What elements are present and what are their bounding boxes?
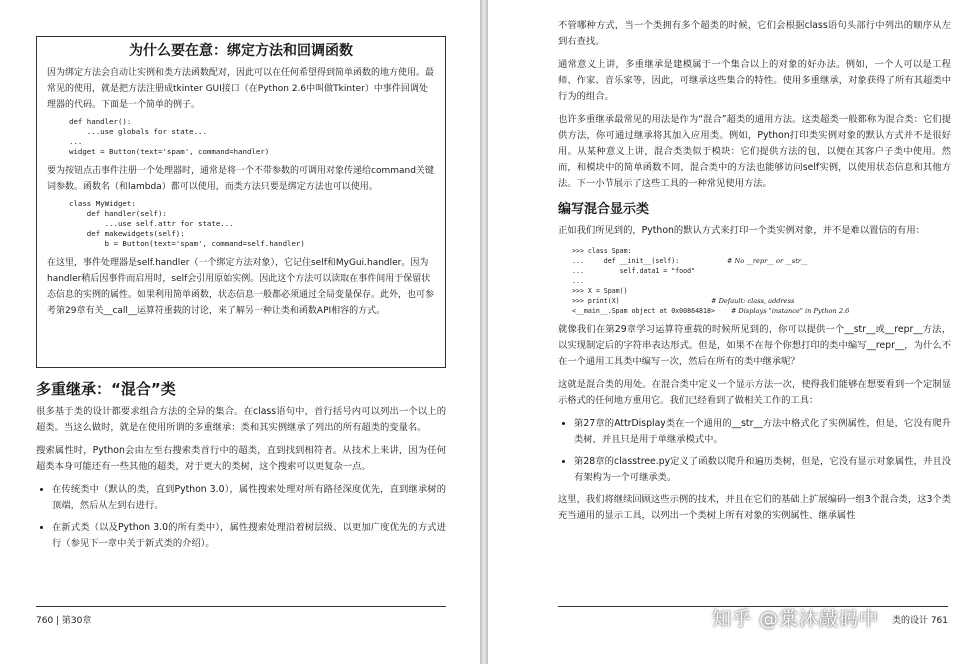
right-paragraph-5: 就像我们在第29章学习运算符重载的时候所见到的，你可以提供一个__str__或__repr__方法，以实现制定后的字符串表达形式。但是，如果不在每个你想打印的类中编写__repr__，为什么不在一个通用工具类中编写一次，然后在所有的类中继承呢？	[558, 324, 951, 367]
right-paragraph-4: 正如我们所见到的，Python的默认方式来打印一个类实例对象，并不是难以置信的有用：	[558, 225, 925, 236]
code-line: ... self.data1 = "food"	[572, 267, 696, 275]
sidebar-code-2: class MyWidget: def handler(self): ...use self.attr for state... def makewidgets(self): b = Button(text='spam', command=self.handler)	[69, 199, 305, 248]
code-line: >>> class Spam:	[572, 247, 632, 255]
sidebar-box	[36, 36, 446, 368]
code-line: >>> print(X)	[572, 297, 620, 305]
sidebar-paragraph-3: 在这里，事件处理器是self.handler（一个绑定方法对象），它记住self和MyGui.handler。因为handler稍后因事件而启用时，self会引用原始实例。因此这个方法可以读取在事件间用于保留状态信息的实例的属性。如果利用简单函数，状态信息一般都必须通过全局变量保存。此外，也可参考第29章有关__call__运算符重载的讨论，来了解另一种让类和函数API相容的方式。	[47, 258, 435, 316]
right-paragraph-2: 通常意义上讲，多重继承是建模属于一个集合以上的对象的好办法。例如，一个人可以是工程师、作家、音乐家等，因此，可继承这些集合的特性。使用多重继承，对象获得了所有其超类中行为的组合。	[558, 59, 951, 102]
code-line: ... def __init__(self):	[572, 257, 680, 265]
left-footer: 760 | 第30章	[36, 606, 446, 626]
sidebar-paragraph-2: 要为按钮点击事件注册一个处理器时，通常是将一个不带参数的可调用对象传递给command关键词参数。函数名（和lambda）都可以使用，而类方法只要是绑定方法也可以使用。	[47, 166, 434, 192]
code-line: >>> X = Spam()	[572, 287, 628, 295]
right-paragraph-3: 也许多重继承最常见的用法是作为“混合”超类的通用方法。这类超类一般都称为混合类：它们提供方法，你可通过继承将其加入应用类。例如，Python打印类实例对象的默认方式并不是很好用。从某种意义上讲，混合类类似于模块：它们提供方法的包，以便在其客户子类中使用。然而，和模块中的简单函数不同，混合类中的方法也能够访问self实例，以使用状态信息和其他方法。下一小节展示了这些工具的一种常见使用方法。	[558, 114, 951, 189]
left-bullet-list	[36, 482, 446, 552]
left-page	[0, 0, 480, 664]
code-comment: # No __repr__ or __str__	[726, 257, 808, 265]
book-gutter	[480, 0, 488, 664]
left-paragraph-2: 搜索属性时，Python会由左至右搜索类首行中的超类，直到找到相符者。从技术上来讲，因为任何超类本身可能还有一些其他的超类，对于更大的类树，这个搜索可以更复杂一点。	[36, 445, 446, 472]
code-line: ...	[572, 277, 584, 285]
left-bullet-2: • 在新式类（以及Python 3.0的所有类中），属性搜索处理沿着树层级、以更加广度优先的方式进行（参见下一章中关于新式类的介绍）。	[52, 520, 446, 552]
right-bullet-1: • 第27章的AttrDisplay类在一个通用的__str__方法中格式化了实例属性，但是，它没有爬升类树，并且只是用于单继承模式中。	[574, 416, 951, 448]
watermark: 知乎 @棠沐敲码中	[712, 608, 880, 630]
sidebar-code-1: def handler(): ...use globals for state... ... widget = Button(text='spam', command=handler)	[69, 117, 270, 156]
code-comment: # Displays "instance" in Python 2.6	[730, 307, 850, 315]
right-paragraph-7: 这里，我们将继续回顾这些示例的技术，并且在它们的基础上扩展编码一组3个混合类，这3个类充当通用的显示工具，以列出一个类树上所有对象的实例属性、继承属性	[558, 494, 952, 521]
right-code-block	[572, 246, 951, 316]
right-paragraph-1: 不管哪种方式，当一个类拥有多个超类的时候，它们会根据class语句头部行中列出的顺序从左到右查找。	[558, 20, 951, 47]
left-bullet-1: • 在传统类中（默认的类，直到Python 3.0），属性搜索处理对所有路径深度优先，直到继承树的顶端，然后从左到右进行。	[52, 482, 446, 514]
right-bullet-list	[558, 416, 951, 486]
section-title-multiple-inheritance: 多重继承：“混合”类	[36, 380, 176, 398]
code-comment: # Default: class, address	[710, 297, 795, 305]
sidebar-title: 为什么要在意：绑定方法和回调函数	[129, 43, 353, 59]
section-title-mixin-display: 编写混合显示类	[558, 202, 650, 217]
right-footer: 类的设计 761	[558, 606, 948, 626]
code-line: <__main__.Spam object at 0x00864818>	[572, 307, 715, 315]
sidebar-paragraph-1: 因为绑定方法会自动让实例和类方法函数配对，因此可以在任何希望得到简单函数的地方使用。最常见的使用，就是把方法注册成tkinter GUI接口（在Python 2.6中叫做Tkinter）中事件回调处理器的代码。下面是一个简单的例子。	[47, 68, 435, 110]
right-bullet-2: • 第28章的classtree.py定义了函数以爬升和遍历类树，但是，它没有显示对象属性，并且没有架构为一个可继承类。	[574, 454, 951, 486]
right-page	[488, 0, 973, 664]
right-paragraph-6: 这就是混合类的用处。在混合类中定义一个显示方法一次，使得我们能够在想要看到一个定制显示格式的任何地方重用它。我们已经看到了做相关工作的工具：	[558, 379, 951, 406]
left-paragraph-1: 很多基于类的设计都要求组合方法的全异的集合。在class语句中，首行括号内可以列出一个以上的超类。当这么做时，就是在使用所谓的多重继承：类和其实例继承了列出的所有超类的变量名。	[36, 406, 446, 433]
